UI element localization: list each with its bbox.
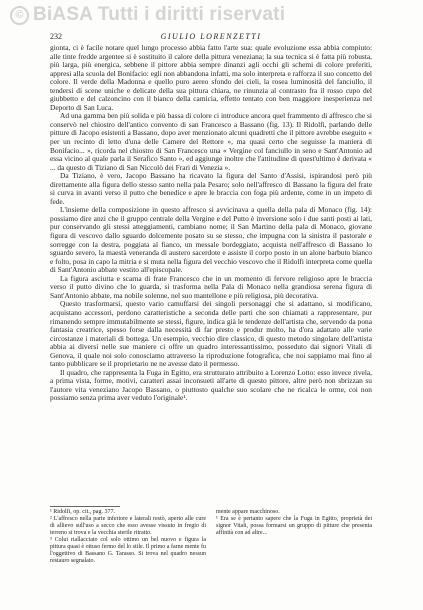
running-title: GIULIO LORENZETTI bbox=[160, 32, 262, 41]
body-text bbox=[50, 44, 372, 403]
footnote: ¹ Ridolfi, op. cit., pag. 377. bbox=[50, 509, 115, 515]
watermark-text: BiASA Tutti i diritti riservati bbox=[33, 4, 286, 25]
footnote-rule bbox=[50, 506, 120, 507]
footnotes-left-column bbox=[50, 509, 206, 565]
footnote: ² L'affresco nella parte inferiore e laterali restò, aperto alle cure di allievo sull'uso a secco che esso avesse vissuto in fregio di terreno si trova e la vecchia sterile ritratto. bbox=[50, 516, 206, 536]
paragraph: Ad una gamma ben più solida e più bassa di colore ci introduce ancora quel frammento di affresco che si conservò nel chiostro dell'antico convento di san Francesco a Bassano (fig. 13). Il Ridolfi, parlando delle pitture di Jacopo esistenti a Bassano, dopo aver menzionato alcuni quadretti che il pittore avrebbe eseguito « per un recinto di letto d'una delle Camere del Rettore », ma quasi certo che seguisse la maniera di Bonifacio... », ricorda nel chiostro di San Francesco una « Vergine col fanciullo in seno e Sant'Antonio ad essa vicino al quale parla il Serafico Santo », ed aggiunge inoltre che l'attitudine di quest'ultimo è derivata « ... da questo di Tiziano di San Niccolò dei Frari di Venezia ». bbox=[50, 111, 372, 172]
paragraph: gionta, ci è facile notare quel lungo processo abbia fatto l'arte sua: quale evoluzione essa abbia compiuto: alle tinte fredde argentee si è sostituito il calore della pittura veneziana; la sua tecnica si è fatta più robusta, più larga, più energica, sebbene il pittore abbia sempre dinanzi agli occhi gli schemi di colore preferiti, appresi alla scuola del Bonifacio: egli non abbandona infatti, ma solo interpreta e rafforza il suo concetto del colore. Il verde della Madonna e quello puro aereo sfondo dei cieli, la rosea luminosità del fanciullo, il tendersi di scene uniche e delicate della sua pittura chiara, ne rinunzia al contrasto fra il rosso cupo del giubbetto e del calzoncino con il bianco della camicia, effetto tentato con ben maggiore inesperienza nel Deporto di San Luca. bbox=[50, 43, 372, 112]
paragraph: Questo trasformarsi, questo vario camuffarsi dei singoli personaggi che si adattano, si modificano, acquistano accessori, perdono caratteristiche a seconda delle parti che son chiamati a rappresentare, pur rimanendo sempre immutabilmente se stessi, figure, indica già le tendenze dell'artista che, servendo da pona fantasia creatrice, spesso forse dalla necessità di far presto e produr molto, ha d'ora adattato alle varie circostanze i materiali di bottega. Un esempio, vecchio dire classico, di questo metodo singolare dell'artista abbia ai diversi nelle sue maniere ci offre un quadro interessantissimo, posseduto dai signori Vitali di Genova, il quale noi solo conosciamo attraverso la riproduzione fotografica, che noi sappiamo mai fino al tanto pubblicare se il proprietario ne ne avesse dato il permesso. bbox=[50, 299, 372, 369]
paragraph: Il quadro, che rappresenta la Fuga in Egitto, era strutturato attribuito a Lorenzo Lotto: esso invece rivela, a prima vista, forme, motivi, caratteri assai inconsueti all'arte di questo pittore, altre però non sbrizzan su l'autore vita veneziano Jacopo Bassano, o piuttosto qualche suo scolare che ne ricalca le orme, coi non possiamo senza prima aver veduto l'originale¹. bbox=[50, 367, 372, 403]
copyright-icon: © bbox=[10, 6, 29, 25]
paragraph: L'insieme della composizione in questo affresco si avvicinava a quella della pala di Monaco (fig. 14): possiamo dire anzi che il gruppo centrale della Vergine e del Putto è inversione solo i due santi posti ai lati, pur conservando gli stessi atteggiamenti, cambiano nome; il San Martino della pala di Monaco, giovane figura di vescovo dallo sguardo dolcemente posato su se stesso, che impugna con la sinistra il pastorale e sorregge con la destra, poggiata al fianco, un messale bordeggiato, acquista nell'affresco di Bassano lo sguardo severo, la maestà veneranda di austero sacerdote e assiste il corpo posto in un alone barbuto bianco e folto, posa in capo la mitria e si muta nella figura del vecchio vescovo che il Ridolfi interpreta come quella di Sant'Antonio abbate vestito all'episcopale. bbox=[50, 205, 372, 275]
footnote: mente appare macchinoso. bbox=[216, 509, 280, 515]
paragraph: Da Tiziano, è vero, Jacopo Bassano ha ricavato la figura del Santo d'Assisi, ispirandosi però più direttamente alla figura dello stesso santo nella pala Pesaro; solo nell'affresco di Bassano la figura del frate si curva in avanti verso il putto che benedice e apre le braccia con foga più ardente, come in un impeto di fede. bbox=[50, 171, 372, 206]
footnotes bbox=[50, 509, 372, 565]
watermark bbox=[10, 4, 285, 26]
footnote: ³ Colui riallacciato col solo ottimo un bel nuovo e figura la pittura quasi è ottuso fermo del lo stile. Il primo a farne mente fu l'oggettivo di Bassano G. Tarasso. Si trova nel quadro nessun restauro segnalato. bbox=[50, 537, 206, 564]
footnote: ¹ Era se è pertanto sapere che la Fuga in Egitto, proprietà dei signor Vitali, possa formarsi un gruppo di pitture che presenta affinità con ad altre... bbox=[216, 516, 372, 536]
paragraph: La figura asciutta e scarna di frate Francesco che in un momento di fervore religioso apre le braccia verso il putto divino che lo guarda, si trasforma nella Pala di Monaco nella grandiosa serena figura di Sant'Antonio abbate, ma nobile solenne, nel suo mantellone e più religiosa, più decorativa. bbox=[50, 273, 372, 300]
page-number: 232 bbox=[50, 32, 62, 41]
footnotes-right-column bbox=[216, 509, 372, 565]
